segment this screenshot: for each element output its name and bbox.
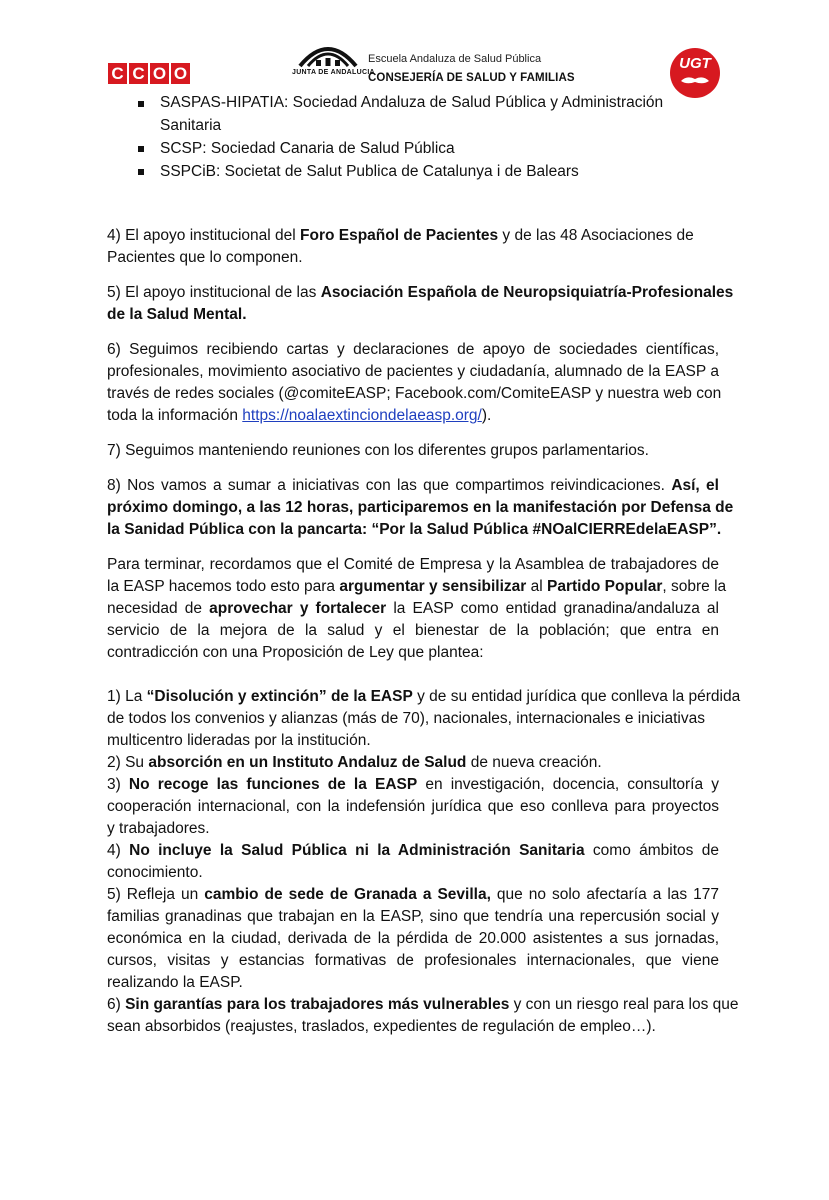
paragraph-6-line: 6) Seguimos recibiendo cartas y declaraciones de apoyo de sociedades científicas, bbox=[107, 341, 719, 358]
point-6-line: sean absorbidos (reajustes, traslados, expedientes de regulación de empleo…). bbox=[107, 1018, 656, 1035]
paragraph-8-line: la Sanidad Pública con la pancarta: “Por la Salud Pública #NOalCIERREdelaEASP”. bbox=[107, 521, 722, 538]
closing-line: contradicción con una Proposición de Ley que plantea: bbox=[107, 644, 484, 661]
paragraph-6-line: profesionales, movimiento asociativo de pacientes y ciudadanía, alumnado de la EASP a bbox=[107, 363, 719, 380]
paragraph-6-line: través de redes sociales (@comiteEASP; Facebook.com/ComiteEASP y nuestra web con bbox=[107, 385, 722, 402]
point-5-line: familias granadinas que trabajan en la EASP, sino que tendría una repercusión social y bbox=[107, 908, 719, 925]
bullet-marker bbox=[138, 101, 144, 107]
point-3-line: y trabajadores. bbox=[107, 820, 210, 837]
point-3-line: 3) No recoge las funciones de la EASP en investigación, docencia, consultoría y bbox=[107, 776, 719, 793]
website-link[interactable]: https://noalaextinciondelaeasp.org/ bbox=[242, 407, 482, 424]
point-2-line: 2) Su absorción en un Instituto Andaluz de Salud de nueva creación. bbox=[107, 754, 602, 771]
asociacion-neuropsiquiatria: Asociación Española de Neuropsiquiatría-Profesionales bbox=[320, 284, 734, 301]
point-4-line: conocimiento. bbox=[107, 864, 203, 881]
closing-line: servicio de la mejora de la salud y el bienestar de la población; que entra en bbox=[107, 622, 719, 639]
department-name: CONSEJERÍA DE SALUD Y FAMILIAS bbox=[368, 72, 575, 84]
point-5-line: económica en la ciudad, derivada de la pérdida de 20.000 asistentes a sus jornadas, bbox=[107, 930, 719, 947]
closing-line: la EASP hacemos todo esto para argumentar y sensibilizar al Partido Popular, sobre la bbox=[107, 578, 727, 595]
bullet-item: SSPCiB: Societat de Salut Publica de Catalunya i de Balears bbox=[160, 163, 579, 180]
point-4-line: 4) No incluye la Salud Pública ni la Administración Sanitaria como ámbitos de bbox=[107, 842, 720, 859]
paragraph-5-line: de la Salud Mental. bbox=[107, 306, 247, 323]
closing-line: necesidad de aprovechar y fortalecer la EASP como entidad granadina/andaluza al bbox=[107, 600, 719, 617]
point-1-line: multicentro lideradas por la institución. bbox=[107, 732, 371, 749]
foro-pacientes: Foro Español de Pacientes bbox=[300, 227, 499, 244]
closing-line: Para terminar, recordamos que el Comité de Empresa y la Asamblea de trabajadores de bbox=[107, 556, 719, 573]
arch-icon bbox=[296, 38, 360, 68]
bullet-item: SASPAS-HIPATIA: Sociedad Andaluza de Salud Pública y Administración bbox=[160, 94, 664, 111]
paragraph-4-line: Pacientes que lo componen. bbox=[107, 249, 303, 266]
institution-name: Escuela Andaluza de Salud Pública bbox=[368, 53, 542, 65]
ugt-label: UGT bbox=[679, 55, 711, 72]
bullet-item-continued: Sanitaria bbox=[160, 117, 222, 134]
point-5-line: cursos, visitas y estancias formativas de profesionales internacionales, que viene bbox=[107, 952, 719, 969]
bullet-marker bbox=[138, 169, 144, 175]
document-header bbox=[0, 0, 829, 100]
junta-de-andalucia-logo bbox=[292, 38, 375, 88]
paragraph-7-line: 7) Seguimos manteniendo reuniones con los diferentes grupos parlamentarios. bbox=[107, 442, 649, 459]
paragraph-6-line: toda la información https://noalaextinciondelaeasp.org/). bbox=[107, 407, 492, 424]
bullet-item: SCSP: Sociedad Canaria de Salud Pública bbox=[160, 140, 455, 157]
paragraph-5-line: 5) El apoyo institucional de las Asociación Española de Neuropsiquiatría-Profesionales bbox=[107, 284, 734, 301]
point-1-line: de todos los convenios y alianzas (más de 70), nacionales, internacionales e iniciativas bbox=[107, 710, 705, 727]
point-5-line: realizando la EASP. bbox=[107, 974, 243, 991]
point-5-line: 5) Refleja un cambio de sede de Granada a Sevilla, que no solo afectaría a las 177 bbox=[107, 886, 719, 903]
paragraph-8-line: próximo domingo, a las 12 horas, participaremos en la manifestación por Defensa de bbox=[107, 499, 734, 516]
handshake-icon bbox=[679, 73, 711, 87]
point-6-line: 6) Sin garantías para los trabajadores más vulnerables y con un riesgo real para los que bbox=[107, 996, 739, 1013]
ccoo-logo: C C O O bbox=[108, 63, 190, 84]
bullet-marker bbox=[138, 146, 144, 152]
point-1-line: 1) La “Disolución y extinción” de la EASP y de su entidad jurídica que conlleva la pérdida bbox=[107, 688, 741, 705]
paragraph-8-line: 8) Nos vamos a sumar a iniciativas con las que compartimos reivindicaciones. Así, el bbox=[107, 477, 719, 494]
ugt-logo bbox=[670, 48, 720, 98]
point-3-line: cooperación internacional, con la indefensión jurídica que eso conlleva para proyectos bbox=[107, 798, 719, 815]
junta-caption: JUNTA DE ANDALUCIA bbox=[292, 69, 375, 76]
paragraph-4-line: 4) El apoyo institucional del Foro Español de Pacientes y de las 48 Asociaciones de bbox=[107, 227, 694, 244]
